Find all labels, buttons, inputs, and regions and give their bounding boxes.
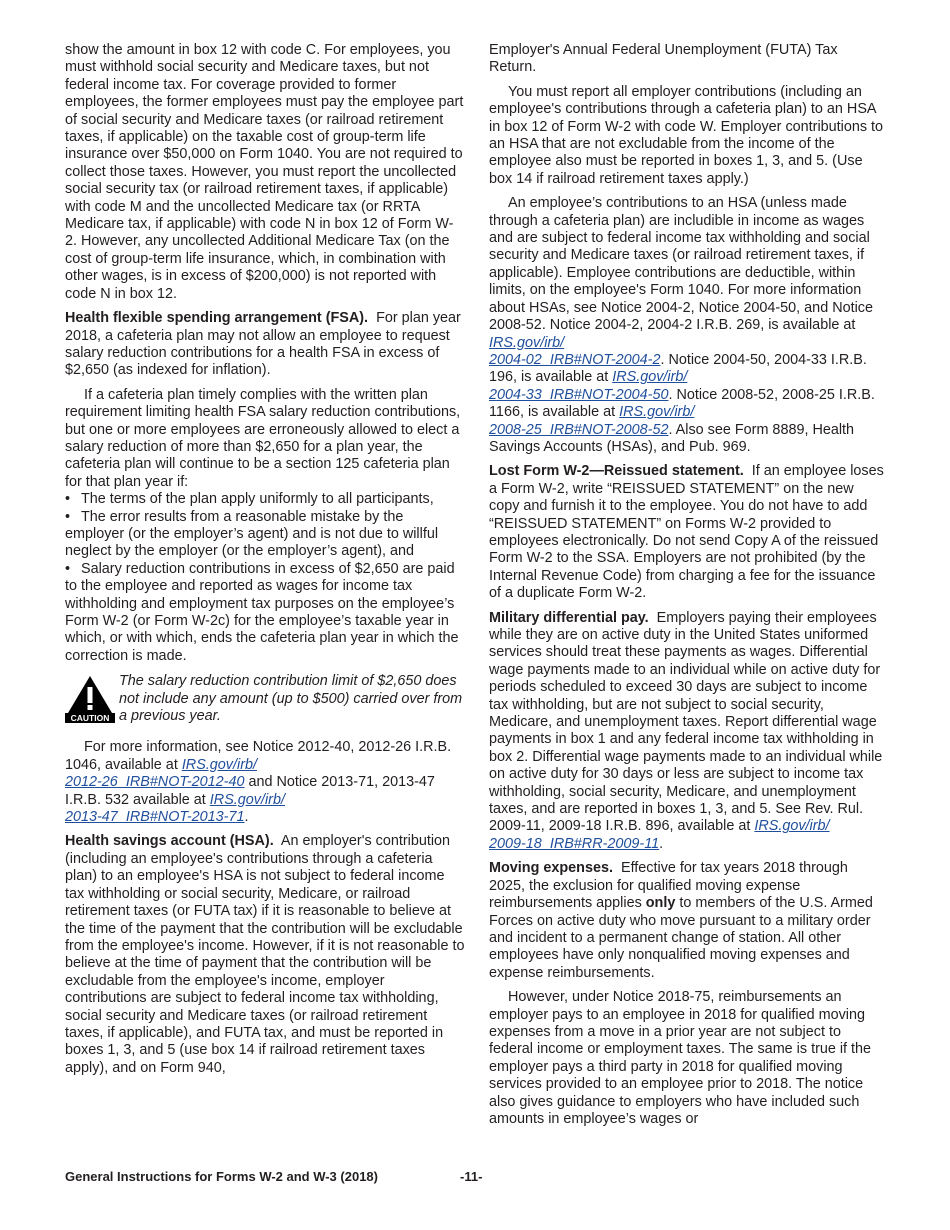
link-text: 2013-47_IRB#NOT-2013-71 bbox=[65, 809, 245, 826]
text-run: For more information, see Notice 2012-40, 2012-26 I.R.B. 1046, available at bbox=[65, 739, 452, 773]
paragraph-hsa-report: You must report all employer contributions (including an employee's contributions through a cafeteria plan) to an HSA in box 12 of Form W-2 with code W. Employer contributions to an HSA that are not excludable from the income of the employee also must be reported in boxes 1, 3, and 5. (Use box 14 if railroad retirement taxes apply.) bbox=[489, 83, 884, 187]
text-run: . Notice 2004-50, 2004-33 I.R.B. 196, is available at bbox=[489, 351, 867, 386]
bullet-text: The terms of the plan apply uniformly to all participants, bbox=[81, 491, 434, 508]
military-pay-text: Employers paying their employees while they are on active duty in the United States uniformed services should treat these payments as wages. Differential wage payments made to an individual while on active duty for periods scheduled to exceed 30 days are subject to income tax withholding, but are not subject to social security, Medicare, and unemployment taxes. Report differential wage payments in box 1 and any federal income tax withholding in box 2. Differential wage payments made to an individual while on active duty for 30 days or less are subject to income tax withholding, social security, Medicare, and unemployment taxes, and are reported in boxes 1, 3, and 5. See Rev. Rul. 2009-11, 2009-18 I.R.B. 896, available at bbox=[489, 609, 883, 835]
link-text: IRS.gov/irb/ bbox=[612, 369, 688, 386]
caution-text: The salary reduction contribution limit of $2,650 does not include any amount (up to $500) carried over from a previous year. bbox=[119, 673, 463, 725]
text-run: and Notice 2013-71, 2013-47 I.R.B. 532 available at bbox=[65, 774, 435, 808]
link-text: 2008-25_IRB#NOT-2008-52 bbox=[489, 421, 669, 438]
text-run: An employee’s contributions to an HSA (unless made through a cafeteria plan) are includible in income as wages and are subject to federal income tax withholding and social security and Medicare taxes (or railroad retirement taxes, if applicable). Employee contributions are deductible, within limits, on the employee's Form 1040. For more information about HSAs, see Notice 2004-2, Notice 2004-50, and Notice 2008-52. Notice 2004-2, 2004-2 I.R.B. 269, is available at bbox=[489, 195, 873, 334]
link-text: IRS.gov/irb/ bbox=[489, 334, 565, 351]
link-text: IRS.gov/irb/ bbox=[619, 404, 695, 421]
paragraph-futa: Employer's Annual Federal Unemployment (FUTA) Tax Return. bbox=[489, 42, 838, 76]
paragraph-group-term-life: show the amount in box 12 with code C. For employees, you must withhold social security and Medicare taxes, but not federal income tax. For coverage provided to former employees, the former employees must pay the employee part of social security and Medicare taxes (or railroad retirement taxes, if applicable) on the taxable cost of group-term life insurance over $50,000 on Form 1040. You are not required to collect those taxes. However, you must report the uncollected social security tax (or railroad retirement taxes, if applicable) with code M and the uncollected Medicare tax (or RRTA Medicare tax, if applicable) with code N in box 12 of Form W-2. However, any uncollected Additional Medicare Tax (on the cost of group-term life insurance, which, in combination with other wages, is in excess of $200,000) is not reported with code N in box 12. bbox=[65, 42, 464, 302]
link-text: IRS.gov/irb/ bbox=[754, 818, 830, 835]
link-text: IRS.gov/irb/ bbox=[209, 791, 285, 808]
heading-fsa: Health flexible spending arrangement (FSA). bbox=[65, 310, 369, 327]
paragraph-moving-expenses bbox=[489, 860, 887, 982]
paragraph-hsa bbox=[65, 833, 465, 1077]
emphasis-only: only bbox=[645, 895, 676, 912]
heading-moving-expenses: Moving expenses. bbox=[489, 860, 613, 877]
left-column bbox=[65, 42, 465, 1084]
paragraph-lost-w2 bbox=[489, 463, 887, 602]
heading-hsa: Health savings account (HSA). bbox=[65, 833, 274, 850]
bullet-text: The error results from a reasonable mistake by the employer (or the employer’s agent) and is not due to willful neglect by the employer (or the employer’s agent), and bbox=[65, 508, 439, 560]
page-footer bbox=[65, 1169, 895, 1184]
heading-military-pay: Military differential pay. bbox=[489, 609, 649, 626]
bullet-item-2 bbox=[65, 509, 465, 561]
text-run: to members of the U.S. Armed Forces on active duty who move pursuant to a military order and incident to a permanent change of station. All other employees have only nonqualified moving expenses and expense reimbursements. bbox=[489, 895, 873, 981]
text-run: Effective for tax years 2018 through 2025, the exclusion for qualified moving expense reimbursements applies bbox=[489, 860, 848, 912]
bullet-icon: • bbox=[65, 508, 71, 525]
caution-note bbox=[65, 673, 465, 725]
bullet-item-1 bbox=[65, 491, 465, 508]
link-text: 2004-02_IRB#NOT-2004-2 bbox=[489, 351, 661, 368]
link-notice-2004-2[interactable] bbox=[489, 335, 660, 368]
bullet-icon: • bbox=[65, 491, 71, 508]
fsa-text: For plan year 2018, a cafeteria plan may not allow an employee to request salary reduction contributions for a health FSA in excess of $2,650 (as indexed for inflation). bbox=[65, 310, 461, 379]
text-run: . bbox=[244, 809, 249, 826]
link-text: 2012-26_IRB#NOT-2012-40 bbox=[65, 774, 245, 791]
paragraph-more-info bbox=[65, 739, 465, 826]
link-text: IRS.gov/irb/ bbox=[181, 756, 257, 773]
paragraph-fsa bbox=[65, 310, 465, 380]
heading-lost-w2: Lost Form W-2—Reissued statement. bbox=[489, 463, 744, 480]
text-run: . Notice 2008-52, 2008-25 I.R.B. 1166, is available at bbox=[489, 386, 875, 421]
right-column bbox=[489, 42, 887, 1135]
caution-icon bbox=[65, 673, 115, 723]
hsa-text: An employer's contribution (including an employee's contributions through a cafeteria plan) to an employee's HSA is not subject to federal income tax withholding or social security, Medicare, or railroad retirement taxes (or FUTA tax) if it is reasonable to believe at the time of the payment that the contribution will be excludable from the employee's income. However, if it is not reasonable to believe at the time of payment that the contribution will be excludable from the employee's income, employer contributions are subject to federal income tax withholding, social security and Medicare taxes (or railroad retirement taxes, if applicable), and FUTA tax, and must be reported in boxes 1, 3, and 5 (use box 14 if railroad retirement taxes apply), and on Form 940, bbox=[65, 833, 465, 1076]
paragraph-military-pay bbox=[489, 610, 887, 854]
bullet-text: Salary reduction contributions in excess of $2,650 are paid to the employee and reported as wages for income tax withholding and employment tax purposes on the employee’s Form W-2 (or Form W-2c) for the employee’s taxable year in which, or with which, ends the cafeteria plan year in which the correction is made. bbox=[65, 560, 459, 664]
page-number: -11- bbox=[460, 1169, 483, 1184]
footer-title: General Instructions for Forms W-2 and W-3 (2018) bbox=[65, 1169, 378, 1184]
lost-w2-text: If an employee loses a Form W-2, write “REISSUED STATEMENT” on the new copy and furnish it to the employee. You do not have to add “REISSUED STATEMENT” on Forms W-2 provided to employees electronically. Do not send Copy A of the reissued Form W-2 to the SSA. Employers are not prohibited (by the Internal Revenue Code) from charging a fee for the issuance of a duplicate Form W-2. bbox=[489, 463, 884, 602]
paragraph-hsa-employee bbox=[489, 195, 887, 456]
bullet-item-3 bbox=[65, 561, 465, 665]
paragraph-notice-2018-75: However, under Notice 2018-75, reimbursements an employer pays to an employee in 2018 for qualified moving expenses from a move in a prior year are not subject to federal income or employment taxes. The same is true if the employer pays a third party in 2018 for qualified moving services provided to an employee prior to 2018. The notice also gives guidance to employers who have included such amounts in employee’s wages or bbox=[489, 989, 872, 1127]
text-run: . bbox=[659, 835, 664, 852]
bullet-icon: • bbox=[65, 560, 71, 577]
link-text: 2004-33_IRB#NOT-2004-50 bbox=[489, 386, 669, 403]
paragraph-fsa-cafeteria: If a cafeteria plan timely complies with the written plan requirement limiting health FSA salary reduction contributions, but one or more employees are erroneously allowed to elect a salary reduction of more than $2,650 for a plan year, the cafeteria plan will continue to be a section 125 cafeteria plan for that plan year if: bbox=[65, 386, 461, 490]
caution-label: CAUTION bbox=[70, 713, 110, 724]
text-run: . Also see Form 8889, Health Savings Accounts (HSAs), and Pub. 969. bbox=[489, 421, 855, 455]
link-text: 2009-18_IRB#RR-2009-11 bbox=[489, 835, 660, 852]
